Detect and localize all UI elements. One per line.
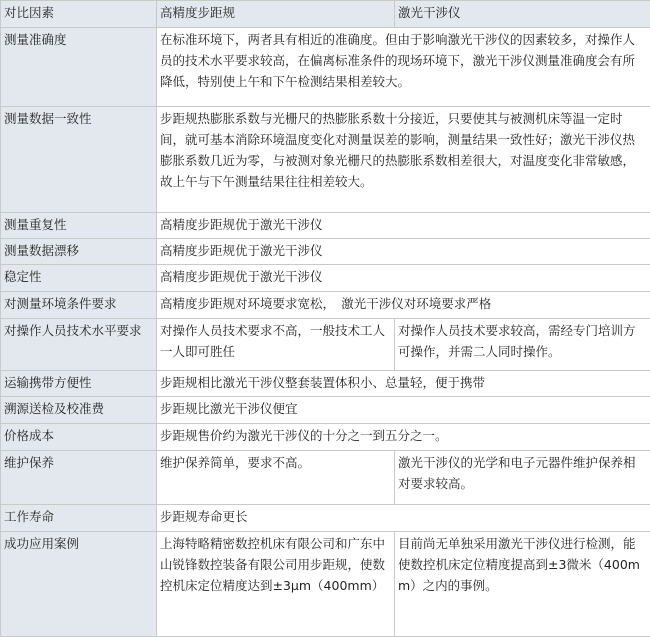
row-text: 高精度步距规优于激光干涉仪 (157, 264, 650, 291)
row-text: 步距规热膨胀系数与光栅尺的热膨胀系数十分接近，只要使其与被测机床等温一定时间，就可基本消除环境温度变化对测量误差的影响，测量结果一致性好；激光干涉仪热膨胀系数几近为零，与被测对象光栅尺的热膨胀系数相差很大，对温度变化非常敏感，故上午与下午测量结果往往相差较大。 (157, 106, 650, 212)
row-step-gauge-text: 对操作人员技术要求不高，一般技术工人一人即可胜任 (157, 318, 395, 370)
table-row (1, 370, 650, 396)
row-step-gauge-text: 维护保养简单，要求不高。 (157, 450, 395, 504)
header-factor: 对比因素 (1, 1, 157, 28)
row-label: 测量数据漂移 (1, 238, 157, 264)
table-row (1, 264, 650, 291)
row-label: 对测量环境条件要求 (1, 291, 157, 318)
header-laser-interferometer: 激光干涉仪 (395, 1, 650, 28)
row-text: 高精度步距规优于激光干涉仪 (157, 238, 650, 264)
row-label: 稳定性 (1, 264, 157, 291)
row-label: 测量重复性 (1, 212, 157, 238)
row-label: 成功应用案例 (1, 531, 157, 636)
table-row (1, 423, 650, 450)
header-step-gauge: 高精度步距规 (157, 1, 395, 28)
row-label: 价格成本 (1, 423, 157, 450)
table-row (1, 318, 650, 370)
table-row (1, 531, 650, 636)
row-laser-text: 对操作人员技术要求较高，需经专门培训方可操作，并需二人同时操作。 (395, 318, 650, 370)
header-row (1, 1, 650, 28)
row-label: 工作寿命 (1, 504, 157, 531)
row-label: 测量数据一致性 (1, 106, 157, 212)
table-row (1, 504, 650, 531)
table-row (1, 450, 650, 504)
row-text: 高精度步距规优于激光干涉仪 (157, 212, 650, 238)
row-label: 溯源送检及校准费 (1, 396, 157, 423)
row-text: 步距规售价约为激光干涉仪的十分之一到五分之一。 (157, 423, 650, 450)
row-label: 测量准确度 (1, 28, 157, 107)
table-row (1, 291, 650, 318)
table-row (1, 106, 650, 212)
row-laser-text: 激光干涉仪的光学和电子元器件维护保养相对要求较高。 (395, 450, 650, 504)
table-row (1, 212, 650, 238)
row-label: 对操作人员技术水平要求 (1, 318, 157, 370)
table-row (1, 396, 650, 423)
row-text: 在标准环境下，两者具有相近的准确度。但由于影响激光干涉仪的因素较多，对操作人员的技术水平要求较高，在偏离标准条件的现场环境下，激光干涉仪测量准确度会有所降低，特别使上午和下午检测结果相差较大。 (157, 28, 650, 107)
row-step-gauge-text: 上海特略精密数控机床有限公司和广东中山锐锋数控装备有限公司用步距规，使数控机床定位精度达到±3μm（400mm） (157, 531, 395, 636)
row-label: 运输携带方便性 (1, 370, 157, 396)
row-label: 维护保养 (1, 450, 157, 504)
row-text: 高精度步距规对环境要求宽松， 激光干涉仪对环境要求严格 (157, 291, 650, 318)
row-text: 步距规比激光干涉仪便宜 (157, 396, 650, 423)
row-laser-text: 目前尚无单独采用激光干涉仪进行检测，能使数控机床定位精度提高到±3微米（400mm）之内的事例。 (395, 531, 650, 636)
row-text: 步距规寿命更长 (157, 504, 650, 531)
row-text: 步距规相比激光干涉仪整套装置体积小、总量轻，便于携带 (157, 370, 650, 396)
table-row (1, 28, 650, 107)
table-row (1, 238, 650, 264)
